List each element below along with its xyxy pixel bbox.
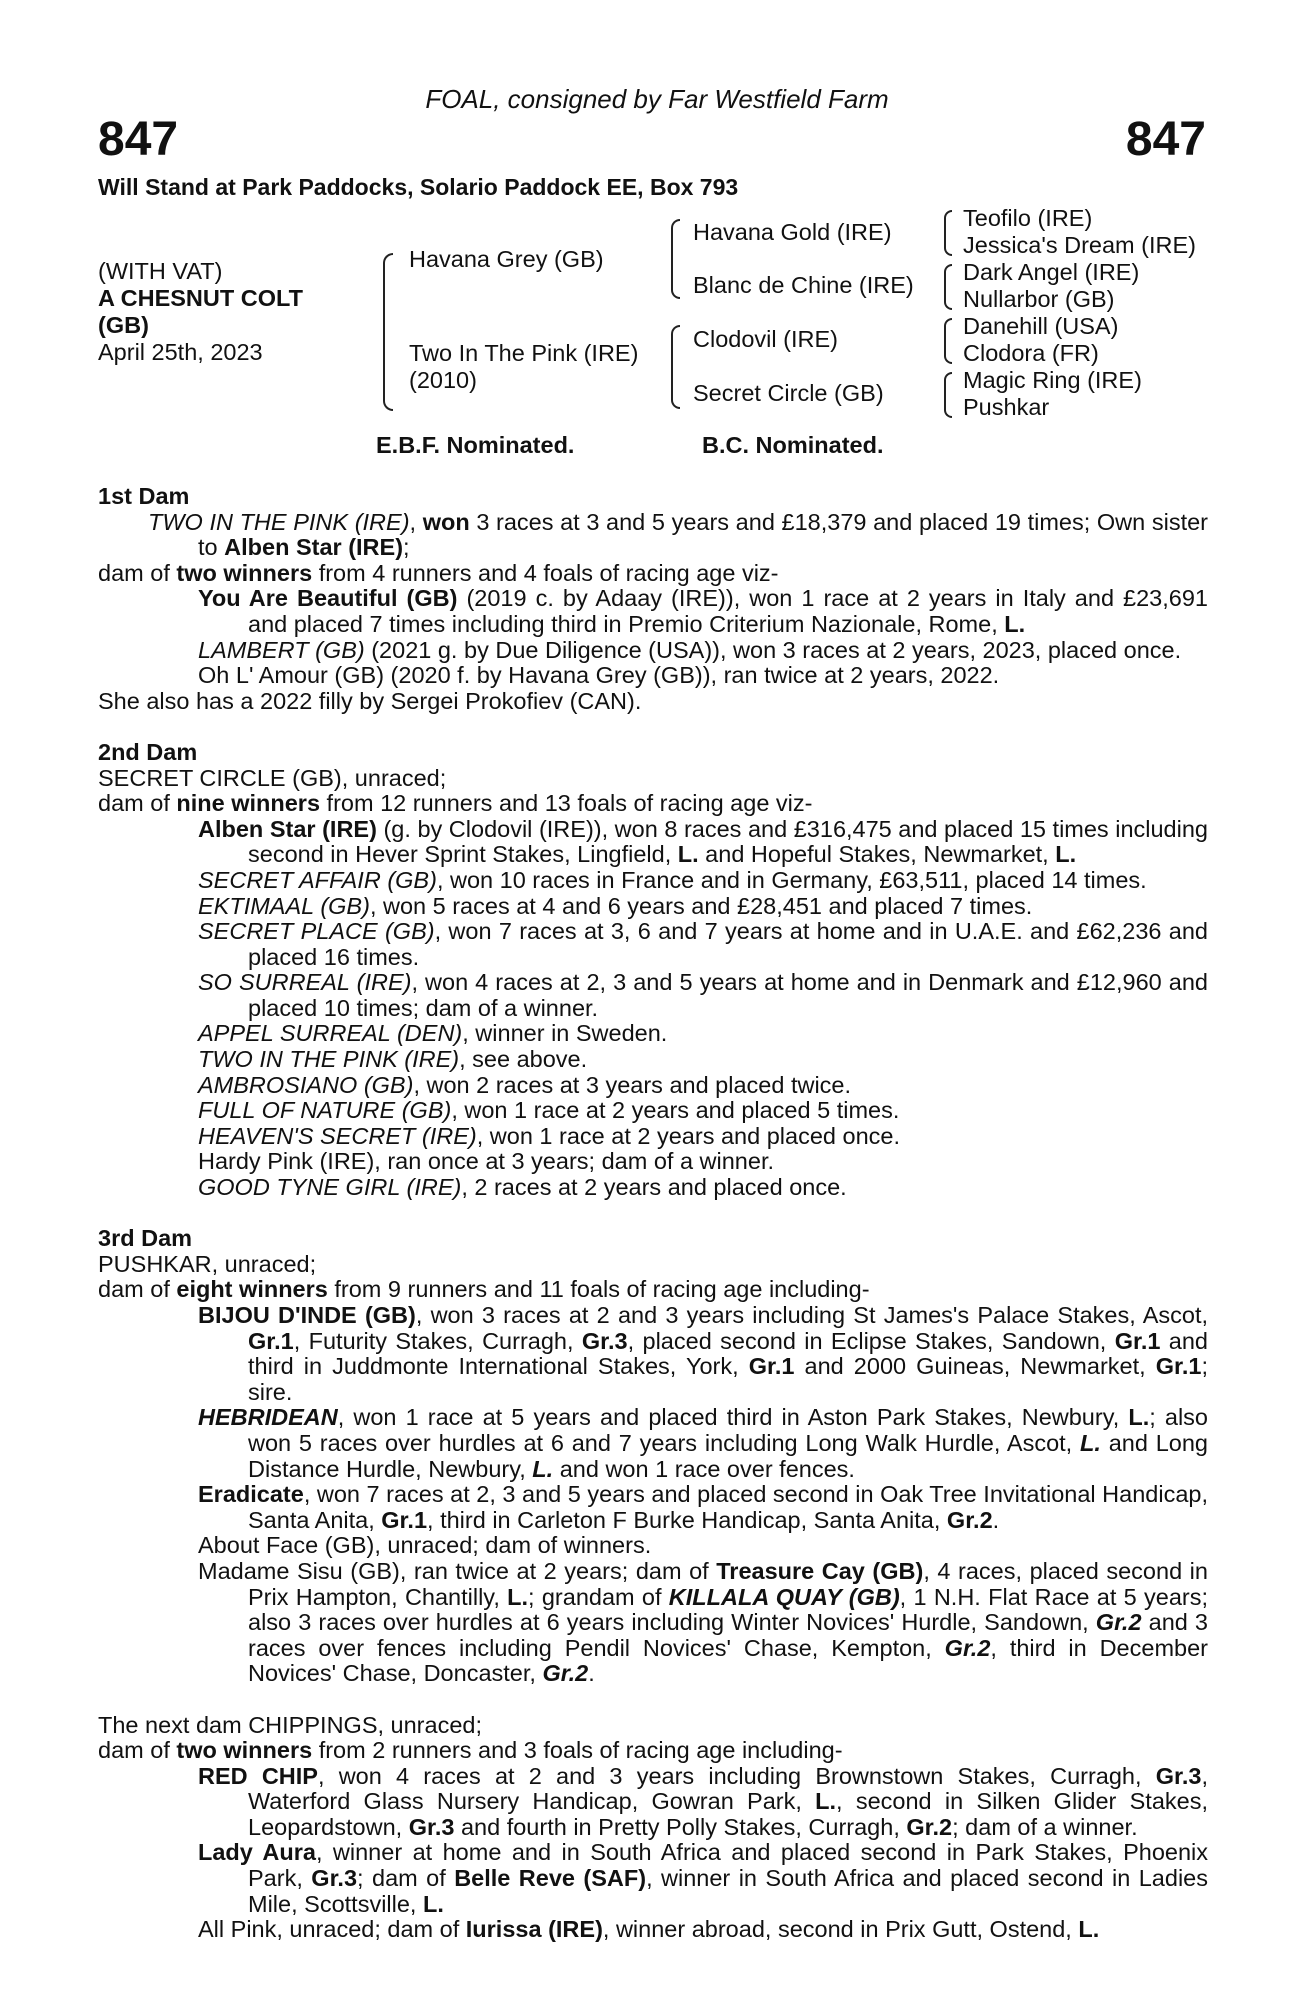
- vat-label: (WITH VAT): [98, 258, 223, 284]
- produce-entry: HEBRIDEAN, won 1 race at 5 years and placed third in Aston Park Stakes, Newbury, L.; also won 5 races over hurdles at 6 and 7 years including Long Walk Hurdle, Ascot, L. and Long Distance Hurdle, Newbury, L. and won 1 race over fences.: [198, 1404, 1208, 1482]
- produce-entry: About Face (GB), unraced; dam of winners.: [198, 1532, 652, 1559]
- produce-entry: LAMBERT (GB) (2021 g. by Due Diligence (USA)), won 3 races at 2 years, 2023, placed once.: [198, 636, 1182, 663]
- produce-entry: AMBROSIANO (GB), won 2 races at 3 years and placed twice.: [198, 1071, 852, 1098]
- lot-number-right: 847: [1125, 113, 1206, 166]
- produce-entry: SO SURREAL (IRE), won 4 races at 2, 3 and 5 years at home and in Denmark and £12,960 and placed 10 times; dam of a winner.: [198, 969, 1208, 1021]
- catalogue-body: [98, 484, 1208, 1943]
- brace-dam-line: [671, 325, 680, 409]
- pedigree-g8: Pushkar: [963, 394, 1050, 420]
- pedigree-dam-year: (2010): [409, 367, 477, 393]
- produce-entry: SECRET AFFAIR (GB), won 10 races in France and in Germany, £63,511, placed 14 times.: [198, 866, 1147, 893]
- brace-g1: [944, 210, 952, 256]
- section-2nd-dam: 2nd Dam: [98, 738, 198, 765]
- pedigree-dam-sire: Clodovil (IRE): [693, 326, 838, 352]
- brace-g2: [944, 264, 952, 310]
- produce-entry: APPEL SURREAL (DEN), winner in Sweden.: [198, 1020, 668, 1047]
- brace-g4: [944, 372, 952, 418]
- produce-entry: Alben Star (IRE) (g. by Clodovil (IRE)), won 8 races and £316,475 and placed 15 times including second in Hever Sprint Stakes, Lingfield, L. and Hopeful Stakes, Newmarket, L.: [198, 815, 1208, 868]
- produce-entry: BIJOU D'INDE (GB), won 3 races at 2 and 3 years including St James's Palace Stakes, Ascot, Gr.1, Futurity Stakes, Curragh, Gr.3, placed second in Eclipse Stakes, Sandown, Gr.1 and third in Juddmonte International Stakes, York, Gr.1 and 2000 Guineas, Newmarket, Gr.1; sire.: [198, 1302, 1208, 1405]
- produce-entry: Lady Aura, winner at home and in South Africa and placed second in Park Stakes, Phoenix Park, Gr.3; dam of Belle Reve (SAF), winner in South Africa and placed second in Ladies Mile, Scottsville, L.: [198, 1839, 1208, 1917]
- dam-entry: TWO IN THE PINK (IRE), won 3 races at 3 and 5 years and £18,379 and placed 19 times; Own sister to Alben Star (IRE);: [148, 508, 1208, 561]
- brace-sire-line: [671, 219, 680, 299]
- pedigree-sire: Havana Grey (GB): [409, 246, 604, 272]
- pedigree-g7: Magic Ring (IRE): [963, 367, 1142, 393]
- brace-sire-dam: [383, 253, 393, 411]
- next-dam-entry: The next dam CHIPPINGS, unraced;: [98, 1711, 482, 1738]
- brace-g3: [944, 318, 952, 364]
- horse-name-country: (GB): [98, 312, 149, 338]
- produce-entry: TWO IN THE PINK (IRE), see above.: [198, 1046, 588, 1073]
- produce-entry: FULL OF NATURE (GB), won 1 race at 2 years and placed 5 times.: [198, 1097, 900, 1124]
- produce-entry: Oh L' Amour (GB) (2020 f. by Havana Grey (GB)), ran twice at 2 years, 2022.: [198, 662, 1000, 689]
- section-1st-dam: 1st Dam: [98, 483, 190, 509]
- consignor-line: FOAL, consigned by Far Westfield Farm: [425, 84, 889, 114]
- produce-entry: SECRET PLACE (GB), won 7 races at 3, 6 and 7 years at home and in U.A.E. and £62,236 and placed 16 times.: [198, 918, 1208, 970]
- third-dam-entry: PUSHKAR, unraced;: [98, 1250, 317, 1277]
- produce-entry: All Pink, unraced; dam of Iurissa (IRE), winner abroad, second in Prix Gutt, Ostend, L.: [198, 1916, 1100, 1943]
- produce-entry: Madame Sisu (GB), ran twice at 2 years; dam of Treasure Cay (GB), 4 races, placed second in Prix Hampton, Chantilly, L.; grandam of KILLALA QUAY (GB), 1 N.H. Flat Race at 5 years; also 3 races over hurdles at 6 years including Winter Novices' Hurdle, Sandown, Gr.2 and 3 races over fences including Pendil Novices' Chase, Kempton, Gr.2, third in December Novices' Chase, Doncaster, Gr.2.: [198, 1557, 1208, 1687]
- third-dam-produce-summary: dam of eight winners from 9 runners and 11 foals of racing age including-: [98, 1276, 870, 1303]
- dam-produce-summary: dam of two winners from 4 runners and 4 foals of racing age viz-: [98, 559, 779, 586]
- ebf-nomination: E.B.F. Nominated.: [376, 432, 575, 458]
- produce-entry: She also has a 2022 filly by Sergei Prokofiev (CAN).: [98, 687, 642, 714]
- produce-entry: RED CHIP, won 4 races at 2 and 3 years including Brownstown Stakes, Curragh, Gr.3, Waterford Glass Nursery Handicap, Gowran Park, L., second in Silken Glider Stakes, Leopardstown, Gr.3 and fourth in Pretty Polly Stakes, Curragh, Gr.2; dam of a winner.: [198, 1762, 1208, 1840]
- pedigree-g2: Jessica's Dream (IRE): [963, 232, 1196, 258]
- foaling-date: April 25th, 2023: [98, 339, 263, 365]
- pedigree-g1: Teofilo (IRE): [963, 205, 1093, 231]
- produce-entry: HEAVEN'S SECRET (IRE), won 1 race at 2 years and placed once.: [198, 1122, 900, 1149]
- section-3rd-dam: 3rd Dam: [98, 1225, 193, 1252]
- next-dam-produce-summary: dam of two winners from 2 runners and 3 foals of racing age including-: [98, 1737, 843, 1764]
- produce-entry: Eradicate, won 7 races at 2, 3 and 5 years and placed second in Oak Tree Invitational Handicap, Santa Anita, Gr.1, third in Carleton F Burke Handicap, Santa Anita, Gr.2.: [198, 1481, 1208, 1533]
- pedigree-dam: Two In The Pink (IRE): [409, 340, 639, 366]
- pedigree-dam-dam: Secret Circle (GB): [693, 380, 884, 406]
- second-dam-produce-summary: dam of nine winners from 12 runners and 13 foals of racing age viz-: [98, 790, 813, 817]
- pedigree-sire-dam: Blanc de Chine (IRE): [693, 272, 914, 298]
- bc-nomination: B.C. Nominated.: [702, 432, 884, 458]
- lot-number-left: 847: [98, 113, 179, 166]
- pedigree-g4: Nullarbor (GB): [963, 286, 1115, 312]
- horse-name: A CHESNUT COLT: [98, 285, 303, 311]
- pedigree-g6: Clodora (FR): [963, 340, 1099, 366]
- second-dam-entry: SECRET CIRCLE (GB), unraced;: [98, 764, 447, 791]
- pedigree-g3: Dark Angel (IRE): [963, 259, 1140, 285]
- stand-location: Will Stand at Park Paddocks, Solario Paddock EE, Box 793: [98, 174, 739, 200]
- produce-entry: Hardy Pink (IRE), ran once at 3 years; dam of a winner.: [198, 1148, 775, 1175]
- pedigree-sire-sire: Havana Gold (IRE): [693, 219, 892, 245]
- produce-entry: GOOD TYNE GIRL (IRE), 2 races at 2 years and placed once.: [198, 1174, 847, 1201]
- produce-entry: You Are Beautiful (GB) (2019 c. by Adaay (IRE)), won 1 race at 2 years in Italy and £23,691 and placed 7 times including third in Premio Criterium Nazionale, Rome, L.: [198, 585, 1208, 637]
- produce-entry: EKTIMAAL (GB), won 5 races at 4 and 6 years and £28,451 and placed 7 times.: [198, 892, 1033, 919]
- pedigree-g5: Danehill (USA): [963, 313, 1119, 339]
